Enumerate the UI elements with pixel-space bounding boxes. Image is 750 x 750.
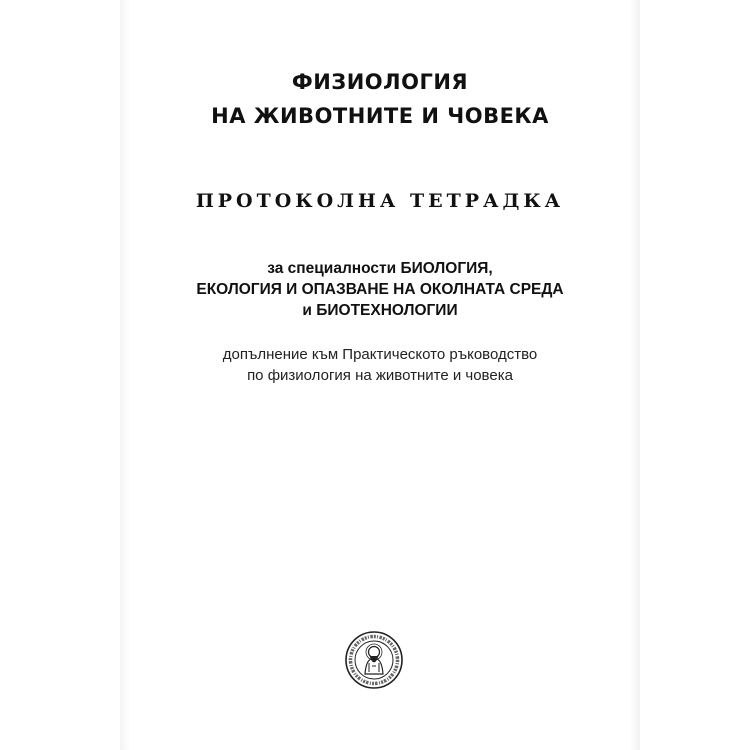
specialties-line-3: и БИОТЕХНОЛОГИИ: [302, 302, 458, 319]
publisher-seal-icon: [344, 630, 404, 690]
book-title-line-2: НА ЖИВОТНИТЕ И ЧОВЕКА: [211, 104, 549, 128]
specialties-line-2: ЕКОЛОГИЯ И ОПАЗВАНЕ НА ОКОЛНАТА СРЕДА: [196, 281, 564, 298]
book-subtitle: ПРОТОКОЛНА ТЕТРАДКА: [195, 190, 565, 212]
supplement-note-line-2: по физиология на животните и човека: [247, 367, 513, 384]
specialties-line-1: за специалности БИОЛОГИЯ,: [267, 260, 493, 277]
book-title-line-1: ФИЗИОЛОГИЯ: [291, 70, 469, 94]
supplement-note-line-1: допълнение към Практическото ръководство: [222, 346, 538, 363]
